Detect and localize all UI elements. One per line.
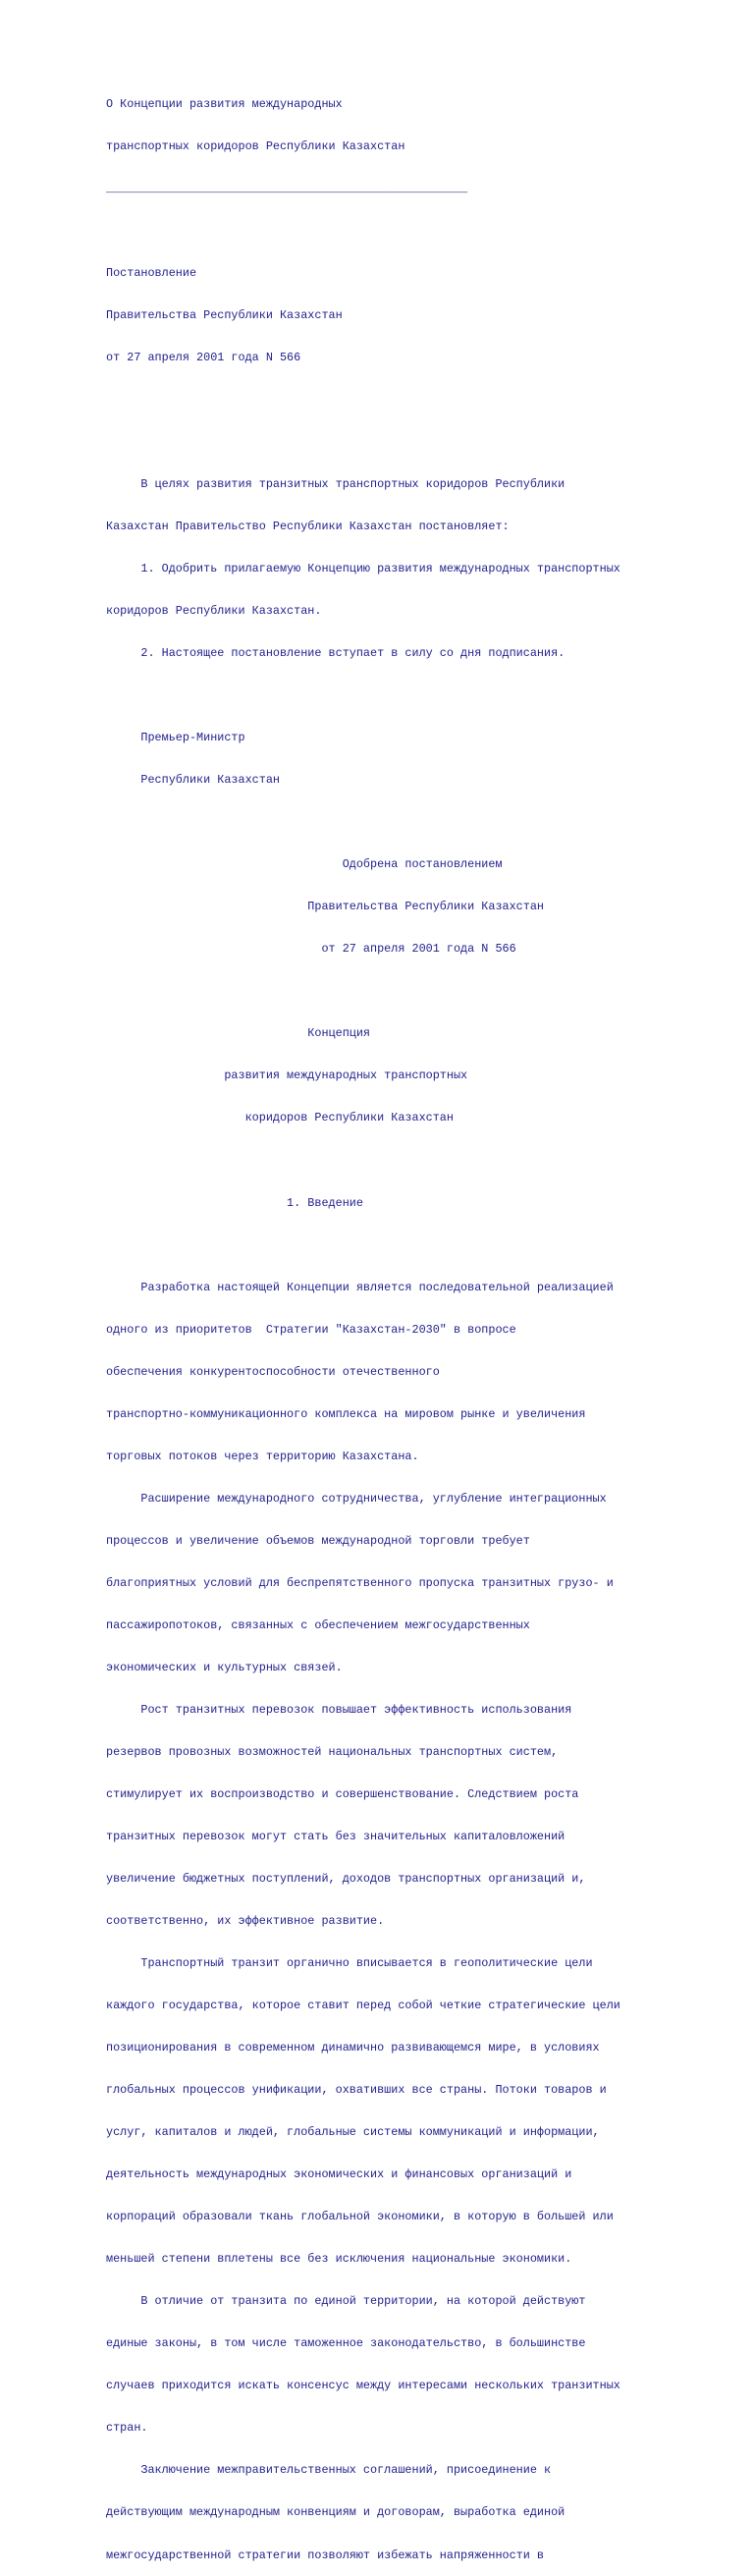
body-line: экономических и культурных связей. xyxy=(106,1660,343,1674)
header-line: от 27 апреля 2001 года N 566 xyxy=(106,350,301,364)
approval-line: Правительства Республики Казахстан xyxy=(106,900,544,914)
decree-line: В целях развития транзитных транспортных коридоров Республики xyxy=(106,476,566,491)
body-line: пассажиропотоков, связанных с обеспечением межгосударственных xyxy=(106,1617,530,1632)
section-heading: 1. Введение xyxy=(106,1195,363,1210)
body-line: транзитных перевозок могут стать без значительных капиталовложений xyxy=(106,1829,566,1843)
body-line: торговых потоков через территорию Казахстана. xyxy=(106,1449,419,1463)
body-line: стимулирует их воспроизводство и совершенствование. Следствием роста xyxy=(106,1786,579,1801)
body-line: соответственно, их эффективное развитие. xyxy=(106,1914,385,1929)
body-line: глобальных процессов унификации, охвативших все страны. Потоки товаров и xyxy=(106,2083,607,2098)
body-line: меньшей степени вплетены все без исключения национальные экономики. xyxy=(106,2252,572,2267)
blank-line xyxy=(106,1153,715,1167)
approval-line: от 27 апреля 2001 года N 566 xyxy=(106,942,516,957)
body-line: Транспортный транзит органично вписывается в геополитические цели xyxy=(106,1956,593,1971)
body-line: увеличение бюджетных поступлений, доходов транспортных организаций и, xyxy=(106,1872,586,1886)
body-line: обеспечения конкурентоспособности отечественного xyxy=(106,1364,440,1379)
header-line: Постановление xyxy=(106,265,197,280)
body-line: стран. xyxy=(106,2421,148,2436)
decree-line: 2. Настоящее постановление вступает в силу со дня подписания. xyxy=(106,646,566,661)
body-line: транспортно-коммуникационного комплекса на мировом рынке и увеличения xyxy=(106,1406,586,1421)
decree-line: коридоров Республики Казахстан. xyxy=(106,604,322,619)
blank-line xyxy=(106,435,715,449)
blank-line xyxy=(106,688,715,702)
body-line: деятельность международных экономических и финансовых организаций и xyxy=(106,2167,572,2182)
document-text xyxy=(106,69,715,2576)
blank-line xyxy=(106,815,715,829)
body-line: Заключение межправительственных соглашений, присоединение к xyxy=(106,2463,552,2478)
body-line: Рост транзитных перевозок повышает эффективность использования xyxy=(106,1702,572,1717)
body-line: единые законы, в том числе таможенное законодательство, в большинстве xyxy=(106,2336,586,2351)
title-line: транспортных коридоров Республики Казахстан xyxy=(106,138,405,153)
body-line: благоприятных условий для беспрепятственного пропуска транзитных грузо- и xyxy=(106,1575,614,1590)
concept-title-line: коридоров Республики Казахстан xyxy=(106,1111,454,1125)
signature-line: Республики Казахстан xyxy=(106,773,280,788)
decree-line: 1. Одобрить прилагаемую Концепцию развития международных транспортных xyxy=(106,562,620,576)
blank-line xyxy=(106,984,715,998)
body-line: услуг, капиталов и людей, глобальные системы коммуникаций и информации, xyxy=(106,2125,600,2140)
body-line: Разработка настоящей Концепции является последовательной реализацией xyxy=(106,1280,614,1294)
body-line: каждого государства, которое ставит перед собой четкие стратегические цели xyxy=(106,1999,620,2013)
body-line: В отличие от транзита по единой территории, на которой действуют xyxy=(106,2294,586,2309)
body-line: межгосударственной стратегии позволяют избежать напряженности в xyxy=(106,2548,544,2562)
body-line: действующим международным конвенциям и договорам, выработка единой xyxy=(106,2505,566,2520)
approval-line: Одобрена постановлением xyxy=(106,857,503,872)
body-line: одного из приоритетов Стратегии "Казахстан-2030" в вопросе xyxy=(106,1322,516,1337)
blank-line xyxy=(106,393,715,407)
concept-title-line: развития международных транспортных xyxy=(106,1069,468,1083)
body-line: корпораций образовали ткань глобальной экономики, в которую в большей или xyxy=(106,2210,614,2224)
body-line: процессов и увеличение объемов международной торговли требует xyxy=(106,1533,530,1548)
title-separator: ____________________________________________________ xyxy=(106,181,468,195)
header-line: Правительства Республики Казахстан xyxy=(106,307,343,322)
body-line: позиционирования в современном динамично развивающемся мире, в условиях xyxy=(106,2041,600,2055)
concept-title-line: Концепция xyxy=(106,1026,371,1041)
body-line: резервов провозных возможностей национальных транспортных систем, xyxy=(106,1744,559,1759)
body-line: Расширение международного сотрудничества, углубление интеграционных xyxy=(106,1491,607,1506)
signature-line: Премьер-Министр xyxy=(106,731,245,745)
title-line: О Концепции развития международных xyxy=(106,96,343,111)
decree-line: Казахстан Правительство Республики Казахстан постановляет: xyxy=(106,520,510,533)
blank-line xyxy=(106,224,715,238)
blank-line xyxy=(106,1238,715,1252)
body-line: случаев приходится искать консенсус между интересами нескольких транзитных xyxy=(106,2379,620,2393)
